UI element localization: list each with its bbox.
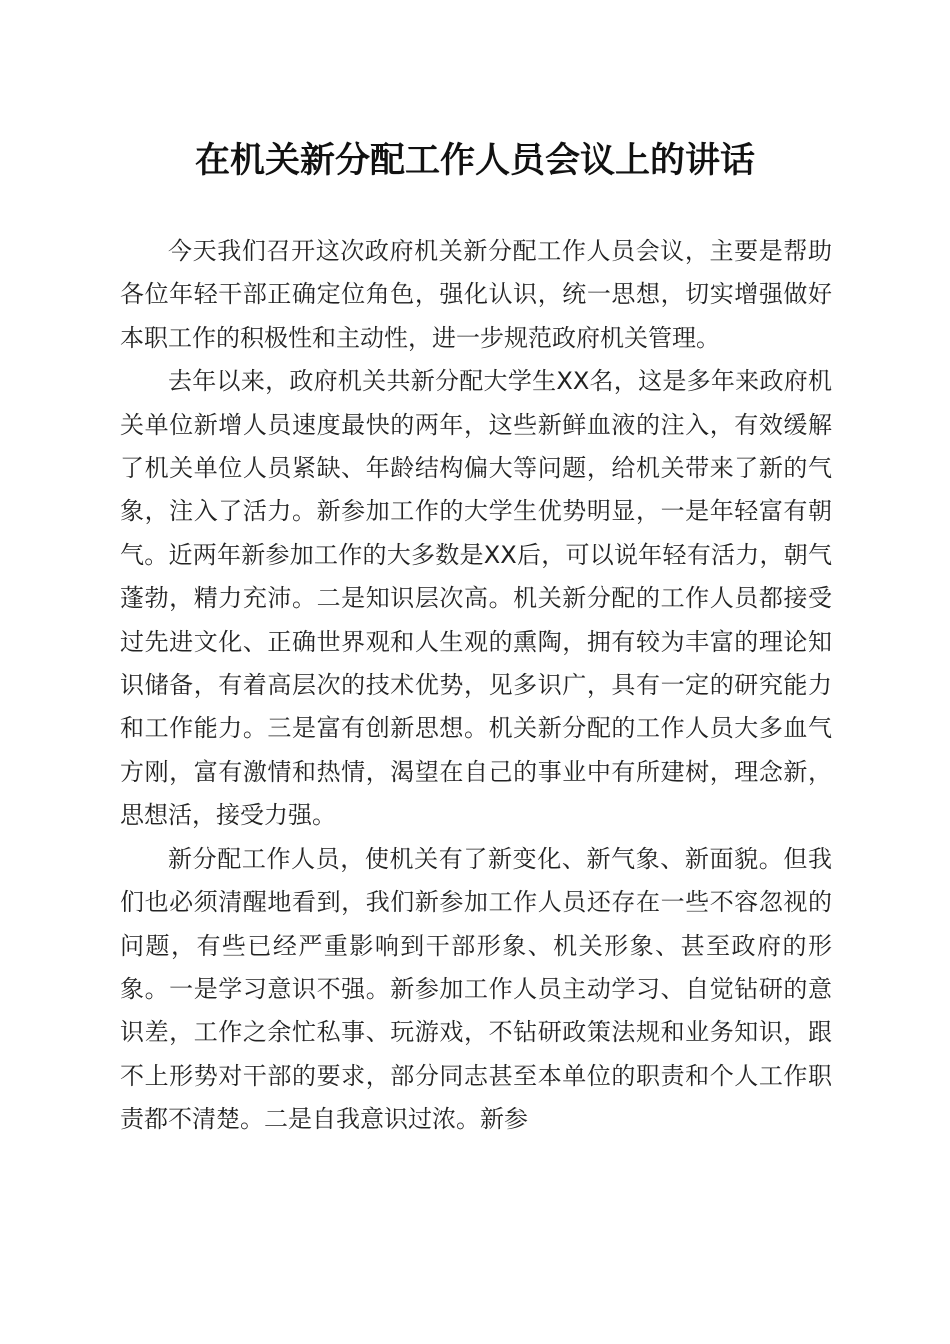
document-title: 在机关新分配工作人员会议上的讲话	[194, 140, 755, 181]
document-body	[120, 230, 832, 1142]
paragraph-3: 新分配工作人员，使机关有了新变化、新气象、新面貌。但我们也必须清醒地看到，我们新参加工作人员还存在一些不容忽视的问题，有些已经严重影响到干部形象、机关形象、甚至政府的形象。一是学习意识不强。新参加工作人员主动学习、自觉钻研的意识差，工作之余忙私事、玩游戏，不钻研政策法规和业务知识，跟不上形势对干部的要求，部分同志甚至本单位的职责和个人工作职责都不清楚。二是自我意识过浓。新参	[120, 844, 832, 1134]
paragraph-2: 去年以来，政府机关共新分配大学生XX名，这是多年来政府机关单位新增人员速度最快的两年，这些新鲜血液的注入，有效缓解了机关单位人员紧缺、年龄结构偏大等问题，给机关带来了新的气象，注入了活力。新参加工作的大学生优势明显，一是年轻富有朝气。近两年新参加工作的大多数是XX后，可以说年轻有活力，朝气蓬勃，精力充沛。二是知识层次高。机关新分配的工作人员都接受过先进文化、正确世界观和人生观的熏陶，拥有较为丰富的理论知识储备，有着高层次的技术优势，见多识广，具有一定的研究能力和工作能力。三是富有创新思想。机关新分配的工作人员大多血气方刚，富有激情和热情，渴望在自己的事业中有所建树，理念新，思想活，接受力强。	[120, 367, 832, 830]
paragraph-1: 今天我们召开这次政府机关新分配工作人员会议，主要是帮助各位年轻干部正确定位角色，强化认识，统一思想，切实增强做好本职工作的积极性和主动性，进一步规范政府机关管理。	[120, 237, 832, 352]
